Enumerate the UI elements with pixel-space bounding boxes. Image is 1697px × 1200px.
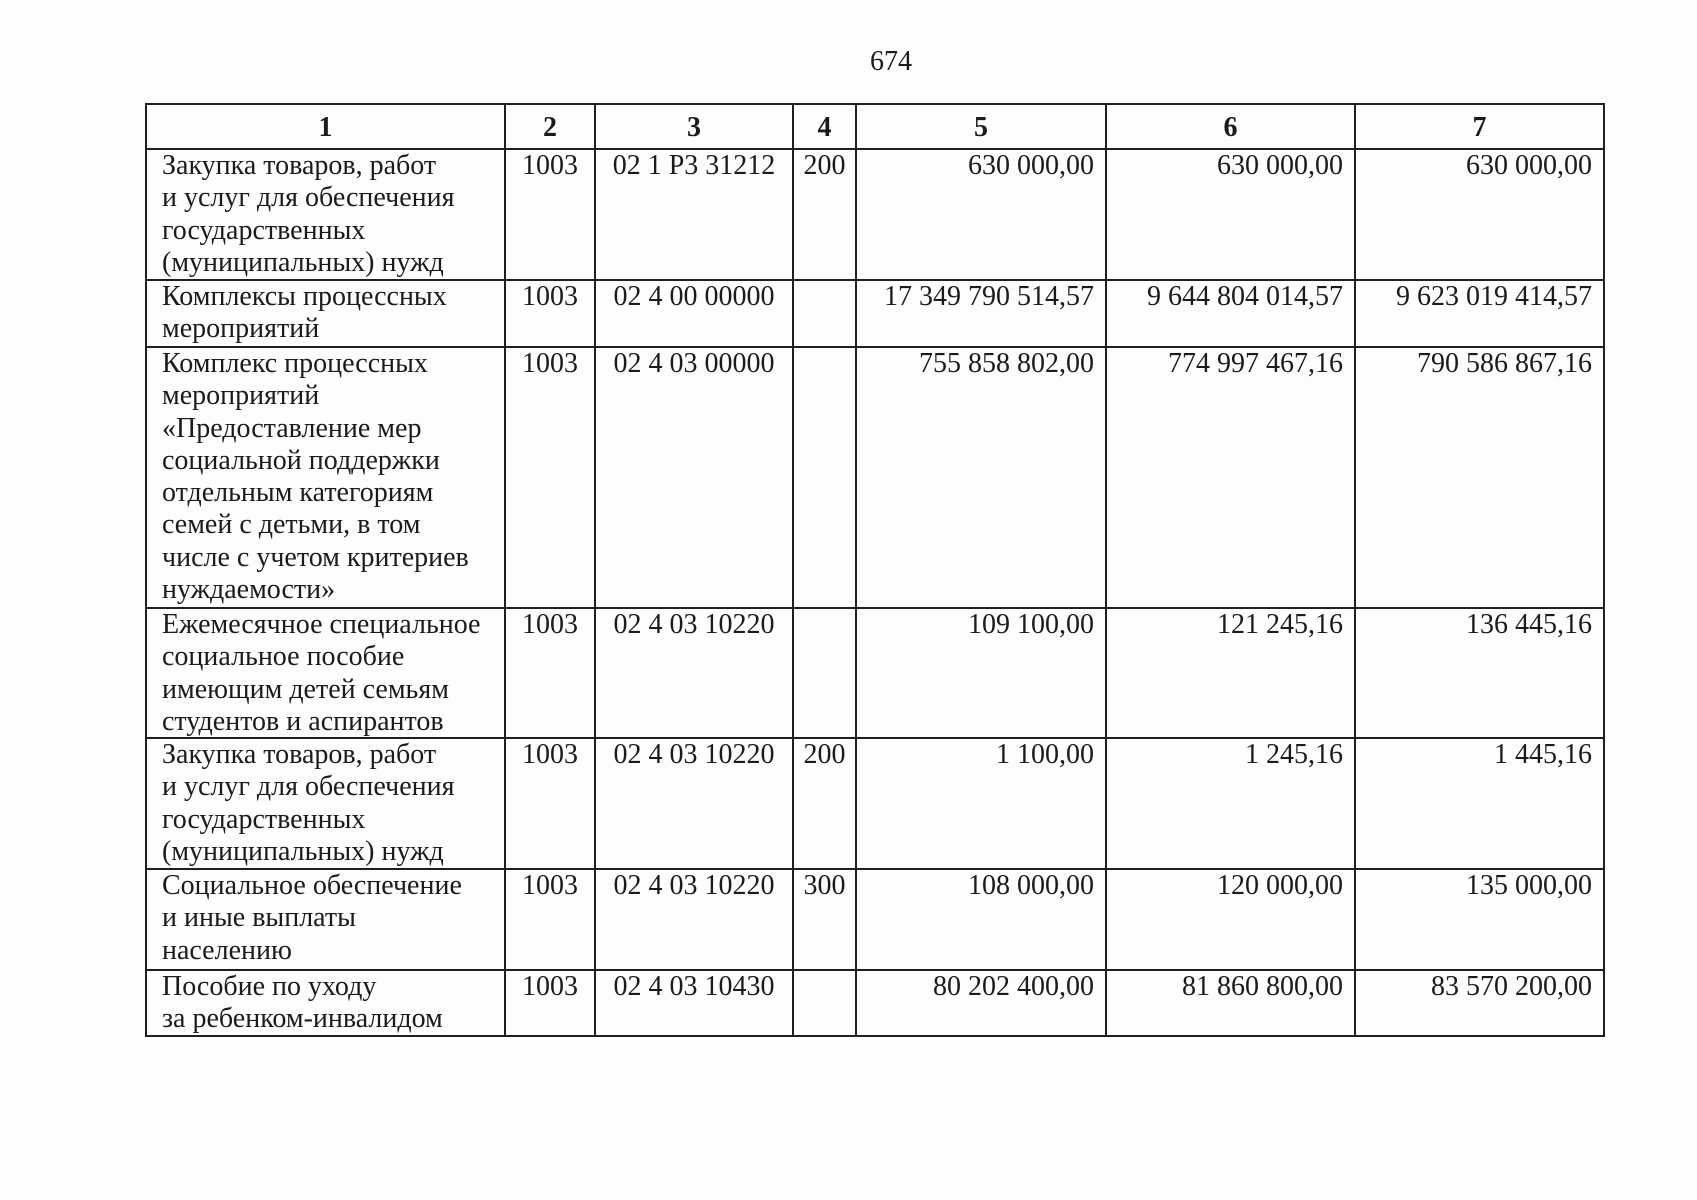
cell-col1	[147, 870, 504, 969]
cell-text-line: имеющим детей семьям	[162, 673, 449, 705]
cell-col7: 630 000,00	[1356, 150, 1603, 279]
header-cell-4: 4	[794, 105, 855, 148]
cell-col4	[794, 281, 855, 346]
cell-col1	[147, 739, 504, 868]
cell-text-line: Комплексы процессных	[162, 281, 447, 312]
cell-col1	[147, 281, 504, 346]
budget-table	[145, 103, 1605, 1037]
header-cell-1: 1	[147, 105, 504, 148]
cell-col4	[794, 609, 855, 737]
cell-col5: 17 349 790 514,57	[857, 281, 1105, 346]
cell-col5: 80 202 400,00	[857, 971, 1105, 1035]
cell-col5: 109 100,00	[857, 609, 1105, 737]
cell-col2: 1003	[506, 150, 594, 279]
cell-text-line: (муниципальных) нужд	[162, 246, 444, 278]
cell-text-line: и иные выплаты	[162, 902, 356, 934]
header-cell-2: 2	[506, 105, 594, 148]
header-cell-7: 7	[1356, 105, 1603, 148]
cell-text-line: Пособие по уходу	[162, 971, 377, 1002]
cell-col6: 630 000,00	[1107, 150, 1354, 279]
cell-col4: 200	[794, 150, 855, 279]
cell-text-line: Ежемесячное специальное	[162, 609, 481, 640]
cell-col3: 02 4 03 10220	[596, 609, 792, 737]
cell-text-line: числе с учетом критериев	[162, 541, 469, 573]
cell-text-line: Комплекс процессных	[162, 348, 428, 379]
cell-col2: 1003	[506, 281, 594, 346]
cell-col2: 1003	[506, 971, 594, 1035]
header-cell-3: 3	[596, 105, 792, 148]
cell-col6: 81 860 800,00	[1107, 971, 1354, 1035]
header-cell-5: 5	[857, 105, 1105, 148]
cell-text-line: и услуг для обеспечения	[162, 771, 455, 803]
cell-col5: 108 000,00	[857, 870, 1105, 969]
cell-text-line: «Предоставление мер	[162, 412, 422, 444]
cell-col1	[147, 609, 504, 737]
cell-col2: 1003	[506, 609, 594, 737]
cell-text-line: мероприятий	[162, 380, 320, 412]
cell-text-line: государственных	[162, 214, 366, 246]
cell-text-line: мероприятий	[162, 313, 320, 345]
cell-col6: 121 245,16	[1107, 609, 1354, 737]
cell-col6: 120 000,00	[1107, 870, 1354, 969]
cell-text-line: населению	[162, 934, 292, 966]
cell-text-line: социальной поддержки	[162, 444, 440, 476]
cell-col6: 9 644 804 014,57	[1107, 281, 1354, 346]
cell-col4	[794, 971, 855, 1035]
cell-text-line: государственных	[162, 803, 366, 835]
cell-col2: 1003	[506, 870, 594, 969]
cell-col1	[147, 971, 504, 1035]
cell-col6: 774 997 467,16	[1107, 348, 1354, 607]
cell-text-line: за ребенком-инвалидом	[162, 1003, 443, 1035]
cell-col5: 755 858 802,00	[857, 348, 1105, 607]
cell-text-line: Социальное обеспечение	[162, 870, 462, 901]
cell-text-line: и услуг для обеспечения	[162, 182, 455, 214]
cell-text-line: (муниципальных) нужд	[162, 835, 444, 867]
cell-col4	[794, 348, 855, 607]
cell-col7: 9 623 019 414,57	[1356, 281, 1603, 346]
cell-text-line: нуждаемости»	[162, 574, 336, 606]
cell-col3: 02 4 03 10220	[596, 739, 792, 868]
cell-col7: 1 445,16	[1356, 739, 1603, 868]
cell-col5: 630 000,00	[857, 150, 1105, 279]
cell-col7: 790 586 867,16	[1356, 348, 1603, 607]
cell-text-line: студентов и аспирантов	[162, 705, 444, 737]
cell-col2: 1003	[506, 348, 594, 607]
cell-text-line: Закупка товаров, работ	[162, 739, 437, 770]
cell-col7: 135 000,00	[1356, 870, 1603, 969]
cell-col5: 1 100,00	[857, 739, 1105, 868]
cell-col4: 200	[794, 739, 855, 868]
cell-col6: 1 245,16	[1107, 739, 1354, 868]
cell-col1	[147, 150, 504, 279]
cell-text-line: социальное пособие	[162, 641, 405, 673]
cell-col1	[147, 348, 504, 607]
cell-col3: 02 4 03 00000	[596, 348, 792, 607]
cell-col3: 02 4 00 00000	[596, 281, 792, 346]
header-cell-6: 6	[1107, 105, 1354, 148]
cell-col2: 1003	[506, 739, 594, 868]
cell-text-line: Закупка товаров, работ	[162, 150, 437, 181]
cell-col3: 02 4 03 10220	[596, 870, 792, 969]
cell-col3: 02 1 Р3 31212	[596, 150, 792, 279]
page-number: 674	[870, 46, 912, 77]
cell-text-line: отдельным категориям	[162, 477, 434, 509]
cell-col4: 300	[794, 870, 855, 969]
cell-col3: 02 4 03 10430	[596, 971, 792, 1035]
cell-col7: 83 570 200,00	[1356, 971, 1603, 1035]
cell-text-line: семей с детьми, в том	[162, 509, 421, 541]
cell-col7: 136 445,16	[1356, 609, 1603, 737]
